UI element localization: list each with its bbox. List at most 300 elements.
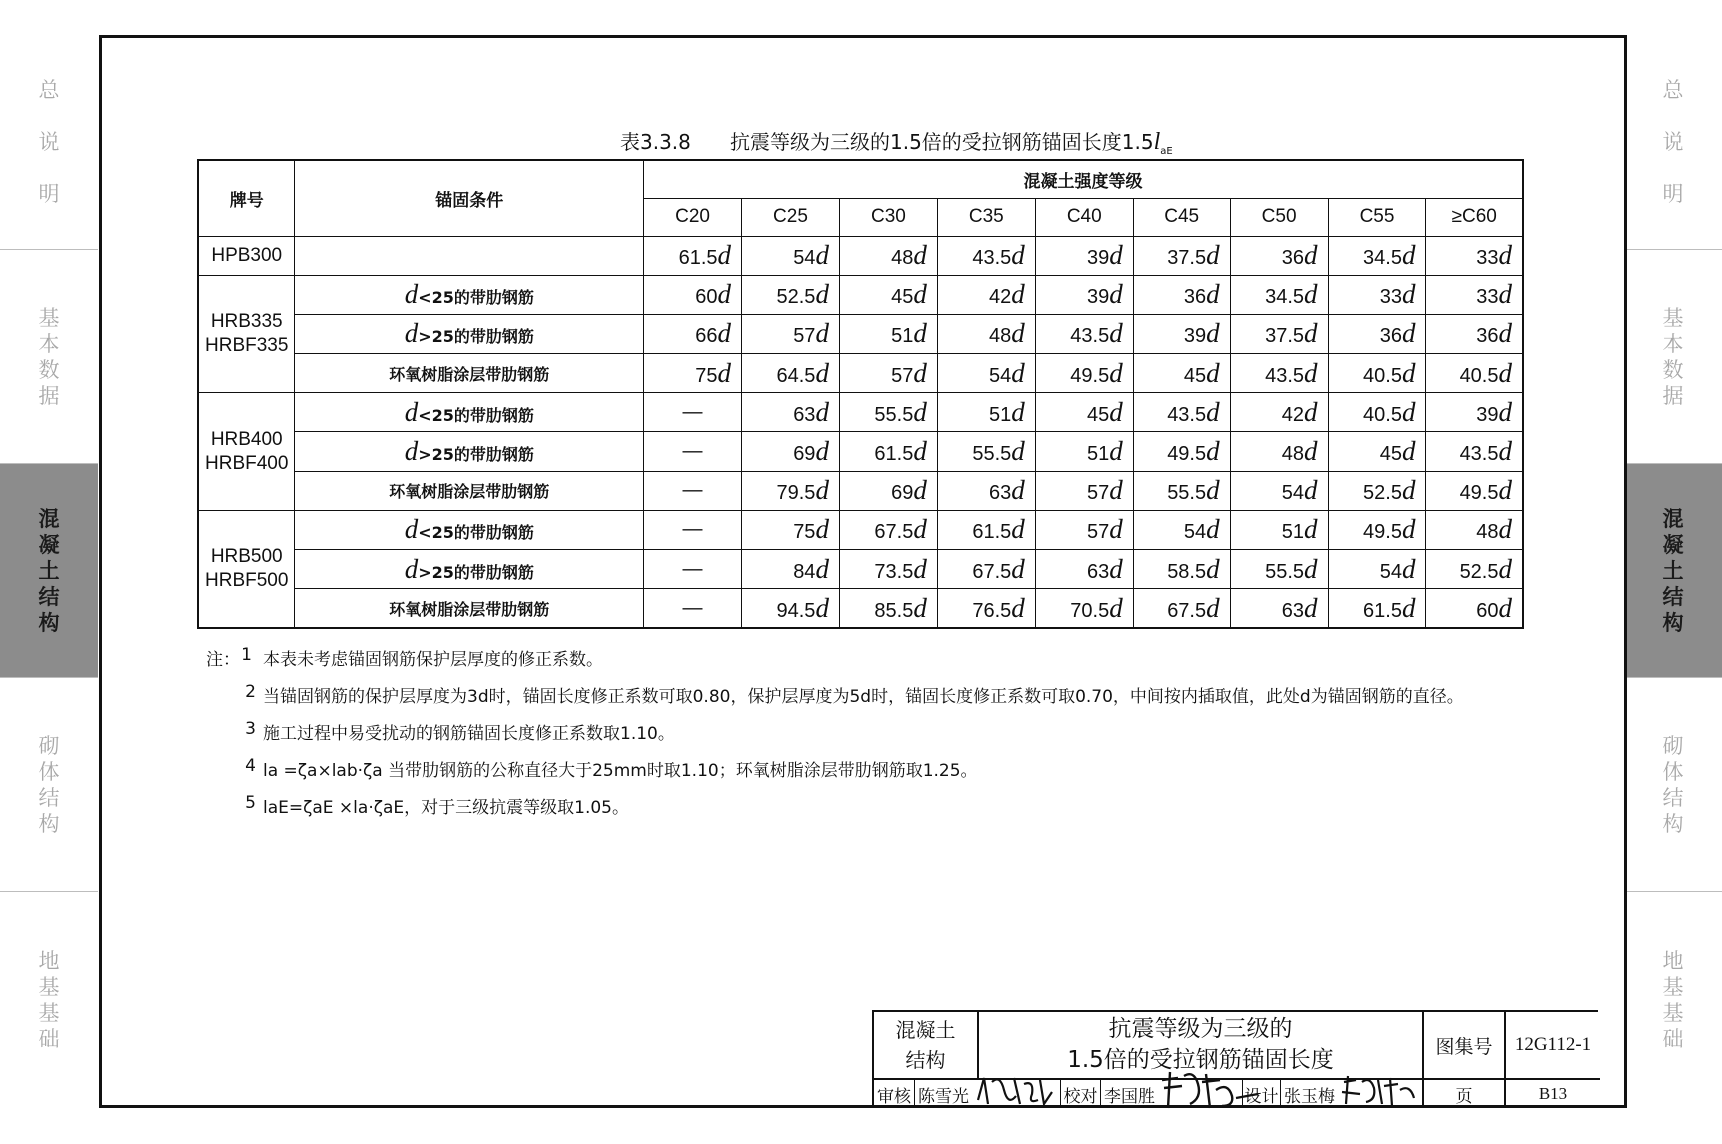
grade-header-cell: C55	[1328, 198, 1426, 236]
value-number: 61.5	[972, 521, 1012, 544]
tab-char: 础	[38, 1027, 60, 1051]
diameter-symbol: d	[404, 279, 419, 310]
tab-char: 说	[38, 130, 60, 154]
drawing-title-block	[872, 1010, 1598, 1106]
brand-name: HRBF335	[205, 334, 289, 356]
value-number: 45	[891, 286, 914, 309]
tab-char: 土	[38, 558, 60, 583]
tb-category	[874, 1012, 977, 1078]
value-unit: d	[1401, 240, 1416, 271]
left-section-tabs	[0, 35, 98, 1108]
value-unit: d	[1401, 357, 1416, 388]
condition-text: >25的带肋钢筋	[418, 445, 534, 465]
value-cell	[937, 471, 1035, 510]
value-unit: d	[1498, 553, 1512, 584]
tb-check-label: 校对	[1063, 1086, 1098, 1107]
notes-section	[206, 645, 1506, 830]
value-cell	[839, 393, 937, 432]
value-unit: d	[1401, 514, 1416, 545]
value-cell	[644, 314, 742, 353]
value-unit: d	[1109, 436, 1123, 467]
value-unit: d	[815, 553, 829, 584]
grade-header-cell: C40	[1035, 198, 1133, 236]
value-cell	[1230, 275, 1328, 314]
value-number: 57	[1086, 521, 1110, 544]
value-unit: d	[1304, 436, 1318, 467]
tb-category-line: 混凝土	[895, 1018, 956, 1042]
value-number: 33	[1476, 247, 1499, 270]
value-number: 69	[793, 443, 816, 466]
grade-header-cell: C35	[937, 198, 1035, 236]
value-unit: d	[1498, 514, 1512, 545]
value-unit: d	[815, 514, 829, 545]
value-number: 34.5	[1265, 286, 1305, 309]
value-cell	[1133, 275, 1230, 314]
value-number: 36	[1379, 325, 1402, 348]
value-unit: d	[717, 318, 732, 349]
value-unit: d	[913, 318, 927, 349]
value-cell	[937, 589, 1035, 628]
value-number: 58.5	[1167, 560, 1207, 583]
table-row	[198, 432, 1523, 471]
grade-header-cell: C45	[1133, 198, 1230, 236]
value-number: 45	[1379, 443, 1402, 466]
value-number: 37.5	[1167, 247, 1207, 270]
value-number: 67.5	[874, 521, 914, 544]
tb-title-line: 抗震等级为三级的	[1108, 1016, 1293, 1042]
condition-cell	[295, 314, 644, 353]
value-cell	[1328, 314, 1426, 353]
value-unit: d	[815, 279, 829, 310]
value-unit: d	[1304, 592, 1318, 623]
value-number: 55.5	[1167, 482, 1207, 505]
table-row	[198, 510, 1523, 549]
value-number: 60	[1476, 599, 1499, 622]
grade-header-cell: C50	[1230, 198, 1328, 236]
value-unit: d	[1206, 514, 1220, 545]
value-number: 66	[695, 325, 718, 348]
tab-char: 基	[1662, 1001, 1684, 1025]
value-number: 49.5	[1363, 521, 1402, 544]
condition-text: <25的带肋钢筋	[418, 288, 534, 308]
value-number: 63	[793, 403, 816, 426]
value-cell	[1230, 471, 1328, 510]
value-cell	[1426, 589, 1523, 628]
value-cell-empty: —	[644, 589, 742, 628]
notes-label: 注：	[206, 650, 240, 670]
value-number: 51	[891, 325, 914, 348]
value-cell	[1230, 432, 1328, 471]
value-cell	[1426, 432, 1523, 471]
diameter-symbol: d	[404, 318, 419, 349]
value-unit: d	[1011, 357, 1025, 388]
note-index: 3	[245, 719, 256, 739]
value-unit: d	[1011, 279, 1025, 310]
value-unit: d	[1401, 396, 1416, 427]
condition-cell	[295, 432, 644, 471]
tab-general-notes[interactable]	[0, 35, 98, 249]
value-cell	[937, 550, 1035, 589]
value-unit: d	[815, 357, 829, 388]
value-cell	[839, 354, 937, 393]
value-unit: d	[913, 436, 927, 467]
value-number: 94.5	[776, 599, 816, 622]
value-number: 43.5	[1167, 403, 1207, 426]
value-number: 52.5	[1459, 560, 1499, 583]
value-cell	[1230, 550, 1328, 589]
value-number: 49.5	[1459, 482, 1499, 505]
value-unit: d	[1498, 279, 1512, 310]
value-unit: d	[913, 240, 927, 271]
value-number: 43.5	[972, 247, 1012, 270]
value-cell	[1328, 510, 1426, 549]
value-number: 55.5	[1265, 560, 1305, 583]
value-cell	[1035, 275, 1133, 314]
value-number: 48	[1476, 521, 1499, 544]
value-cell	[1230, 314, 1328, 353]
value-number: 39	[1086, 247, 1110, 270]
value-unit: d	[1109, 396, 1123, 427]
value-number: 45	[1183, 364, 1207, 387]
value-number: 40.5	[1459, 364, 1499, 387]
condition-text: >25的带肋钢筋	[418, 327, 534, 347]
condition-text: <25的带肋钢筋	[418, 405, 534, 425]
value-unit: d	[1498, 396, 1512, 427]
value-number: 63	[1281, 599, 1305, 622]
note-text: 当锚固钢筋的保护层厚度为3d时，锚固长度修正系数可取0.80，保护层厚度为5d时，锚固长度修正系数可取0.70，中间按内插取值，此处d为锚固钢筋的直径。	[263, 687, 1464, 707]
value-cell	[1230, 510, 1328, 549]
value-cell	[1328, 275, 1426, 314]
value-cell	[1328, 550, 1426, 589]
value-cell	[1328, 393, 1426, 432]
note-item	[206, 645, 1506, 682]
value-cell	[937, 314, 1035, 353]
tab-char: 体	[1662, 759, 1684, 784]
value-unit: d	[1401, 279, 1416, 310]
value-cell	[1426, 354, 1523, 393]
value-cell	[1035, 589, 1133, 628]
value-number: 55.5	[874, 403, 914, 426]
value-cell	[1035, 471, 1133, 510]
value-cell-empty: —	[644, 393, 742, 432]
value-number: 55.5	[972, 443, 1012, 466]
value-unit: d	[1011, 592, 1025, 623]
value-number: 33	[1476, 286, 1499, 309]
value-cell	[1230, 589, 1328, 628]
value-unit: d	[1304, 318, 1318, 349]
tab-char: 结	[38, 785, 60, 810]
brand-name: HRBF400	[205, 452, 289, 474]
tab-char: 结	[1662, 785, 1684, 810]
value-number: 76.5	[972, 599, 1012, 622]
value-cell	[1035, 314, 1133, 353]
value-unit: d	[1206, 279, 1220, 310]
tab-char: 土	[1662, 558, 1684, 583]
header-condition: 锚固条件	[295, 160, 644, 236]
value-unit: d	[1498, 240, 1512, 271]
value-number: 36	[1183, 286, 1207, 309]
value-cell	[839, 432, 937, 471]
value-cell	[1035, 510, 1133, 549]
tab-char: 构	[1662, 811, 1684, 836]
value-number: 49.5	[1070, 364, 1110, 387]
condition-cell	[295, 354, 644, 393]
value-cell	[839, 510, 937, 549]
table-title	[620, 126, 1180, 157]
tb-category-line: 结构	[905, 1048, 946, 1072]
value-unit: d	[1109, 553, 1123, 584]
title-symbol: l	[1153, 129, 1161, 155]
tab-basic-data[interactable]	[0, 249, 98, 463]
value-unit: d	[1401, 318, 1416, 349]
table-row	[198, 236, 1523, 275]
value-unit: d	[1304, 240, 1318, 271]
tab-char: 明	[1662, 182, 1684, 206]
value-number: 57	[1086, 482, 1110, 505]
brand-cell	[198, 275, 295, 393]
tb-atlas-label: 图集号	[1435, 1035, 1493, 1058]
value-cell	[742, 314, 840, 353]
value-unit: d	[1011, 396, 1025, 427]
value-unit: d	[1304, 475, 1318, 506]
tb-review-name: 陈雪光	[918, 1086, 969, 1107]
note-text: 本表未考虑锚固钢筋保护层厚度的修正系数。	[263, 650, 603, 670]
value-number: 40.5	[1363, 403, 1402, 426]
value-unit: d	[1206, 436, 1220, 467]
value-cell	[742, 589, 840, 628]
value-unit: d	[815, 396, 829, 427]
value-cell	[1426, 471, 1523, 510]
value-cell	[1035, 354, 1133, 393]
tb-title-line: 1.5倍的受拉钢筋锚固长度	[1067, 1047, 1334, 1073]
tab-foundation[interactable]	[0, 891, 98, 1108]
condition-text: <25的带肋钢筋	[418, 523, 534, 543]
value-cell	[1328, 589, 1426, 628]
tab-char: 混	[38, 506, 60, 531]
value-cell	[839, 589, 937, 628]
value-number: 67.5	[972, 560, 1012, 583]
value-unit: d	[717, 357, 732, 388]
value-cell	[644, 354, 742, 393]
brand-name: HRB500	[210, 545, 283, 567]
tab-masonry-structure[interactable]	[1624, 677, 1722, 891]
tab-char: 明	[38, 182, 60, 206]
design-signature-icon	[1340, 1072, 1420, 1108]
tab-char: 说	[1662, 130, 1684, 154]
value-cell	[1035, 550, 1133, 589]
tb-atlas-number: 12G112-1	[1514, 1034, 1592, 1055]
value-unit: d	[1206, 553, 1220, 584]
value-unit: d	[1011, 240, 1025, 271]
value-unit: d	[1498, 475, 1512, 506]
value-cell	[1328, 236, 1426, 275]
tab-char: 凝	[1662, 532, 1684, 557]
value-cell	[742, 471, 840, 510]
diameter-symbol: d	[404, 514, 419, 545]
tb-review-label: 审核	[877, 1086, 911, 1107]
value-unit: d	[1109, 357, 1123, 388]
value-cell-empty: —	[644, 432, 742, 471]
value-unit: d	[1304, 396, 1318, 427]
value-unit: d	[1011, 318, 1025, 349]
value-unit: d	[1109, 318, 1123, 349]
value-unit: d	[1498, 592, 1512, 623]
value-cell	[839, 314, 937, 353]
value-cell	[937, 432, 1035, 471]
value-number: 84	[793, 560, 816, 583]
value-cell	[1426, 510, 1523, 549]
grade-header-cell: C30	[839, 198, 937, 236]
table-body	[198, 236, 1523, 628]
value-cell	[644, 275, 742, 314]
brand-name: HRBF500	[205, 569, 289, 591]
condition-cell	[295, 393, 644, 432]
value-unit: d	[913, 396, 927, 427]
note-index: 5	[245, 793, 256, 813]
value-unit: d	[1011, 475, 1025, 506]
tab-basic-data[interactable]	[1624, 249, 1722, 463]
value-number: 40.5	[1363, 364, 1402, 387]
value-cell	[1133, 432, 1230, 471]
value-cell	[1133, 550, 1230, 589]
value-number: 67.5	[1167, 599, 1207, 622]
value-number: 54	[793, 247, 816, 270]
value-unit: d	[815, 475, 829, 506]
tab-char: 本	[1662, 331, 1684, 356]
value-number: 48	[891, 247, 914, 270]
value-unit: d	[1206, 318, 1220, 349]
brand-name: HRB400	[210, 428, 283, 450]
tab-general-notes[interactable]	[1624, 35, 1722, 249]
value-number: 43.5	[1265, 364, 1305, 387]
note-text: la =ζa×lab·ζa 当带肋钢筋的公称直径大于25mm时取1.10；环氧树脂涂层带肋钢筋取1.25。	[263, 761, 978, 781]
tab-foundation[interactable]	[1624, 891, 1722, 1108]
value-unit: d	[913, 279, 927, 310]
tab-char: 地	[38, 949, 60, 973]
value-number: 54	[989, 364, 1012, 387]
value-number: 49.5	[1167, 443, 1207, 466]
note-item	[206, 756, 1506, 793]
right-section-tabs	[1624, 35, 1722, 1108]
value-cell	[742, 432, 840, 471]
value-cell	[937, 354, 1035, 393]
value-number: 34.5	[1363, 247, 1402, 270]
tab-char: 构	[38, 811, 60, 836]
header-strength-grade: 混凝土强度等级	[644, 160, 1523, 198]
value-number: 42	[989, 286, 1012, 309]
value-cell	[1426, 550, 1523, 589]
value-unit: d	[1304, 279, 1318, 310]
value-cell	[1426, 236, 1523, 275]
note-index: 1	[241, 645, 252, 665]
brand-cell	[198, 236, 295, 275]
tab-char: 数	[1662, 357, 1684, 382]
value-unit: d	[1109, 514, 1123, 545]
value-number: 42	[1281, 403, 1305, 426]
condition-text: 环氧树脂涂层带肋钢筋	[389, 482, 550, 502]
tab-char: 总	[38, 78, 60, 102]
table-row	[198, 354, 1523, 393]
value-cell	[1133, 236, 1230, 275]
tab-char: 结	[1662, 584, 1684, 609]
condition-cell	[295, 275, 644, 314]
brand-cell	[198, 393, 295, 511]
tab-char: 结	[38, 584, 60, 609]
value-cell	[1133, 354, 1230, 393]
value-cell	[1133, 589, 1230, 628]
value-cell-empty: —	[644, 510, 742, 549]
value-number: 54	[1379, 560, 1402, 583]
tab-char: 构	[38, 610, 60, 635]
value-cell	[1328, 471, 1426, 510]
value-unit: d	[1498, 357, 1512, 388]
tab-concrete-structure[interactable]	[1624, 463, 1722, 677]
tab-concrete-structure[interactable]	[0, 463, 98, 677]
value-unit: d	[1206, 357, 1220, 388]
value-number: 73.5	[874, 560, 914, 583]
value-unit: d	[815, 240, 829, 271]
value-number: 85.5	[874, 599, 914, 622]
value-number: 54	[1281, 482, 1305, 505]
value-cell	[1035, 236, 1133, 275]
value-number: 54	[1183, 521, 1207, 544]
tab-char: 砌	[38, 733, 60, 758]
value-number: 61.5	[678, 247, 718, 270]
value-number: 36	[1476, 325, 1499, 348]
value-unit: d	[1498, 436, 1512, 467]
value-unit: d	[1304, 514, 1318, 545]
value-unit: d	[1011, 553, 1025, 584]
value-number: 51	[1086, 443, 1110, 466]
tab-char: 砌	[1662, 733, 1684, 758]
condition-cell	[295, 510, 644, 549]
value-cell	[1133, 314, 1230, 353]
tab-char: 基	[1662, 975, 1684, 999]
value-cell	[1230, 393, 1328, 432]
value-cell	[644, 236, 742, 275]
value-cell-empty: —	[644, 550, 742, 589]
tb-check-name: 李国胜	[1104, 1086, 1155, 1107]
value-number: 51	[989, 403, 1012, 426]
value-number: 64.5	[776, 364, 816, 387]
tab-char: 础	[1662, 1027, 1684, 1051]
value-unit: d	[1206, 240, 1220, 271]
value-unit: d	[1206, 475, 1220, 506]
value-unit: d	[913, 514, 927, 545]
value-number: 39	[1183, 325, 1207, 348]
value-cell	[742, 393, 840, 432]
tab-masonry-structure[interactable]	[0, 677, 98, 891]
tab-char: 混	[1662, 506, 1684, 531]
value-cell	[742, 354, 840, 393]
value-unit: d	[1206, 592, 1220, 623]
value-unit: d	[1401, 553, 1416, 584]
tab-char: 地	[1662, 949, 1684, 973]
value-cell	[742, 510, 840, 549]
value-number: 51	[1281, 521, 1305, 544]
table-row	[198, 393, 1523, 432]
grade-header-cell: C25	[742, 198, 840, 236]
value-cell	[1133, 471, 1230, 510]
value-unit: d	[1206, 396, 1220, 427]
tab-char: 基	[1662, 305, 1684, 330]
value-cell	[839, 471, 937, 510]
title-subscript: aE	[1160, 146, 1173, 157]
value-number: 36	[1281, 247, 1305, 270]
condition-cell	[295, 236, 644, 275]
condition-text: 环氧树脂涂层带肋钢筋	[389, 599, 550, 619]
tab-char: 数	[38, 357, 60, 382]
